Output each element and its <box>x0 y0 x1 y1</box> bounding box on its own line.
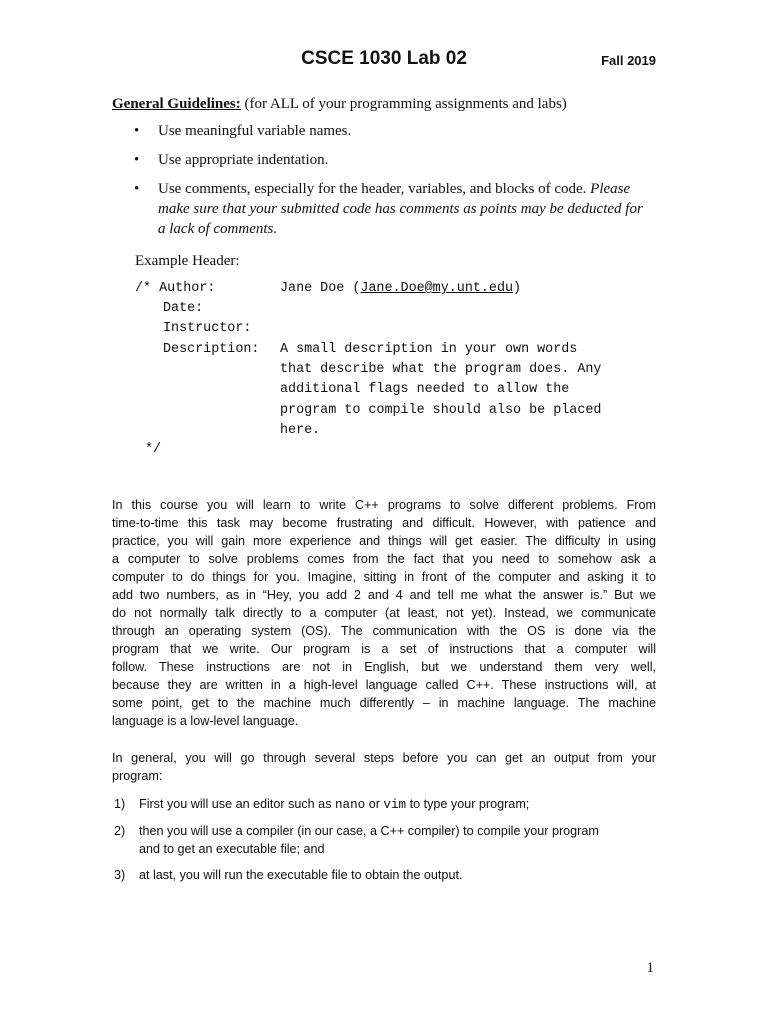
code-author-close: ) <box>513 281 522 296</box>
list-item <box>112 121 658 141</box>
step-code: nano <box>334 798 366 812</box>
bullet-icon: • <box>134 123 140 139</box>
code-line-date: Date: <box>163 301 204 316</box>
paragraph-line: program: <box>112 769 163 783</box>
step-text: then you will use a compiler (in our case, a C++ compiler) to compile your program <box>139 824 599 838</box>
code-description-line: A small description in your own words <box>280 342 578 357</box>
bullet-emphasis: make sure that your submitted code has comments as points may be deducted for <box>158 201 643 217</box>
paragraph-line: add two numbers, as in “Hey, you add 2 and 4 and tell me what the answer is.” But we <box>112 588 656 602</box>
step-number: 3) <box>114 868 126 882</box>
paragraph-line: In general, you will go through several steps before you can get an output from your <box>112 751 656 765</box>
bullet-text: Use meaningful variable names. <box>158 123 352 139</box>
code-line-author <box>135 279 521 300</box>
guidelines-list <box>112 121 658 248</box>
code-line-description-label: Description: <box>163 342 260 357</box>
code-line-close: */ <box>145 442 162 457</box>
step-number: 1) <box>114 797 126 811</box>
bullet-emphasis: a lack of comments. <box>158 221 278 237</box>
paragraph-line: because they are written in a high-level language called C++. These instructions will, at <box>112 678 656 692</box>
code-description-line: program to compile should also be placed <box>280 403 602 418</box>
step-text: to type your program; <box>406 797 530 811</box>
guidelines-note: (for ALL of your programming assignments and labs) <box>240 96 567 112</box>
paragraph-line: practice, you will gain more experience and things will get easier. The difficulty in using <box>112 534 656 548</box>
example-heading: Example Header: <box>135 253 240 269</box>
bullet-icon: • <box>134 181 140 197</box>
paragraph-line: do not normally talk directly to a computer (at least, not yet). Instead, we communicate <box>112 606 656 620</box>
paragraph-line: In this course you will learn to write C++ programs to solve different problems. From <box>112 498 656 512</box>
code-description-line: here. <box>280 423 321 438</box>
paragraph-line: a computer to solve problems comes from the fact that you need to somehow ask a <box>112 552 656 566</box>
list-item <box>112 866 656 884</box>
code-label-author: /* Author: <box>135 281 216 296</box>
step-number: 2) <box>114 824 126 838</box>
page-title: CSCE 1030 Lab 02 <box>301 48 467 69</box>
list-item <box>112 150 658 170</box>
step-text: First you will use an editor such as <box>139 797 335 811</box>
steps-intro-paragraph <box>112 749 656 785</box>
paragraph-line: time-to-time this task may become frustrating and difficult. However, with patience and <box>112 516 656 530</box>
paragraph-line: computer to do things for you. Imagine, sitting in front of the computer and asking it to <box>112 570 656 584</box>
list-item <box>112 795 656 814</box>
step-text: and to get an executable file; and <box>139 842 325 856</box>
code-line-instructor: Instructor: <box>163 321 252 336</box>
code-description-line: that describe what the program does. Any <box>280 362 602 377</box>
list-item <box>112 179 658 239</box>
guidelines-heading: General Guidelines: <box>112 96 241 112</box>
step-text: or <box>365 797 384 811</box>
code-description-line: additional flags needed to allow the <box>280 382 570 397</box>
bullet-emphasis: Please <box>590 181 631 197</box>
step-code: vim <box>383 798 407 812</box>
steps-list <box>112 795 656 892</box>
term-label: Fall 2019 <box>601 53 656 68</box>
page-number: 1 <box>646 960 654 976</box>
bullet-text: Use comments, especially for the header, variables, and blocks of code. <box>158 181 591 197</box>
step-text: at last, you will run the executable file to obtain the output. <box>139 868 463 882</box>
paragraph-line: some point, get to the machine much differently – in machine language. The machine <box>112 696 656 710</box>
author-email-link[interactable]: Jane.Doe@my.unt.edu <box>360 281 514 296</box>
intro-paragraph <box>112 496 656 730</box>
list-item <box>112 822 656 858</box>
paragraph-line: through an operating system (OS). The communication with the OS is done via the <box>112 624 656 638</box>
guidelines-intro <box>112 94 567 114</box>
paragraph-line: follow. These instructions are not in English, but we understand them very well, <box>112 660 656 674</box>
paragraph-line: program that we write. Our program is a set of instructions that a computer will <box>112 642 656 656</box>
bullet-icon: • <box>134 152 140 168</box>
paragraph-line: language is a low-level language. <box>112 714 299 728</box>
code-author-value: Jane Doe ( <box>280 281 361 296</box>
bullet-text: Use appropriate indentation. <box>158 152 329 168</box>
